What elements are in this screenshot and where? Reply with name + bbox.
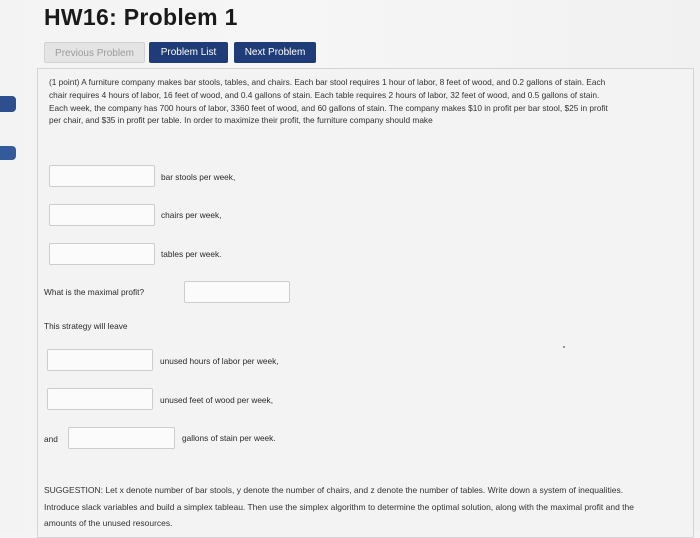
unused-labor-input[interactable] <box>47 349 153 371</box>
problem-list-button[interactable]: Problem List <box>149 42 228 63</box>
tables-input[interactable] <box>49 243 155 265</box>
unused-wood-input[interactable] <box>47 388 153 410</box>
strategy-intro: This strategy will leave <box>44 321 128 331</box>
max-profit-input[interactable] <box>184 281 290 303</box>
tables-label: tables per week. <box>161 249 222 259</box>
max-profit-question: What is the maximal profit? <box>44 287 145 297</box>
unused-stain-label: gallons of stain per week. <box>182 433 276 443</box>
page-title: HW16: Problem 1 <box>44 4 238 30</box>
problem-container <box>37 68 694 538</box>
bar-stools-input[interactable] <box>49 165 155 187</box>
next-problem-button[interactable]: Next Problem <box>234 42 316 63</box>
previous-problem-button[interactable]: Previous Problem <box>44 42 145 63</box>
chairs-label: chairs per week, <box>161 210 222 220</box>
edge-tab-lower <box>0 146 16 160</box>
unused-stain-input[interactable] <box>68 427 175 449</box>
stray-mark <box>563 346 565 348</box>
suggestion-text: SUGGESTION: Let x denote number of bar stools, y denote the number of chairs, and z denote the number of tables. Write down a system of inequalities. Introduce slack variables and build a simplex tableau. Then use the simplex algorithm to determine the optimal solution, along with the maximal profit and the amounts of the unused resources. <box>44 485 634 529</box>
bar-stools-label: bar stools per week, <box>161 172 236 182</box>
left-window-edge <box>0 0 20 531</box>
unused-wood-label: unused feet of wood per week, <box>160 395 274 405</box>
chairs-input[interactable] <box>49 204 155 226</box>
problem-statement: (1 point) A furniture company makes bar stools, tables, and chairs. Each bar stool requires 1 hour of labor, 8 feet of wood, and 0.2 gallons of stain. Each chair requires 4 hours of labor, 16 feet of wood, and 0.4 gallons of stain. Each table requires 2 hours of labor, 32 feet of wood, and 0.5 gallons of stain. Each week, the company has 700 hours of labor, 3360 feet of wood, and 60 gallons of stain. The company makes $10 in profit per bar stool, $25 in profit per chair, and $35 in profit per table. In order to maximize their profit, the furniture company should make <box>49 77 608 126</box>
and-prefix: and <box>44 434 58 444</box>
unused-labor-label: unused hours of labor per week, <box>160 356 279 366</box>
edge-tab-upper <box>0 96 16 112</box>
